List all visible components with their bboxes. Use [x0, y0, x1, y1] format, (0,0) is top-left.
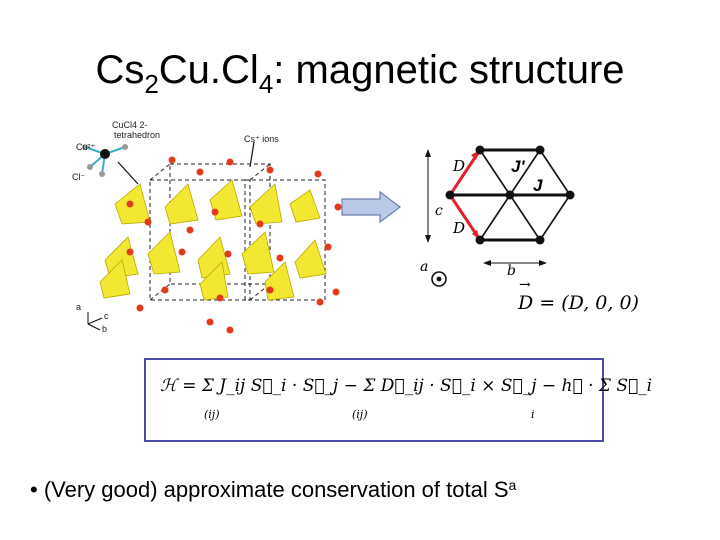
axis-a-label: a	[76, 302, 82, 312]
slide-title	[0, 46, 720, 99]
hamiltonian-equation: ℋ = Σ J_ij S⃗_i · S⃗_j − Σ D⃗_ij · S⃗_i × S⃗_j − h⃗ · Σ S⃗_i	[160, 376, 653, 396]
sum1-index: (ij)	[204, 408, 220, 421]
bullet-superscript: a	[508, 477, 517, 493]
bullet-point	[30, 472, 516, 503]
d-vector-definition	[518, 292, 639, 314]
c-axis-label: c	[435, 203, 443, 219]
sum2-index: (ij)	[352, 408, 368, 421]
bullet-text: • (Very good) approximate conservation of total S	[30, 477, 509, 502]
right-arrow-icon	[340, 190, 402, 224]
title-subscript-2: 4	[258, 69, 274, 99]
tetrahedron-label: CuCl4 2-	[112, 120, 148, 130]
d-vector-symbol: → D	[518, 292, 533, 314]
j-label: J	[533, 176, 543, 195]
title-subscript-1: 2	[144, 69, 159, 99]
axis-b-label: b	[102, 324, 108, 334]
crystal-structure-figure	[70, 112, 350, 342]
d-label-upper: D	[453, 157, 466, 175]
title-suffix: : magnetic structure	[273, 48, 625, 92]
cl-label: Cl⁻	[72, 172, 86, 182]
b-axis-label: b	[507, 263, 516, 279]
triangular-lattice-figure	[415, 135, 590, 295]
title-middle: Cu.Cl	[158, 48, 259, 92]
d-label-lower: D	[453, 219, 466, 237]
a-axis-label: a	[420, 259, 429, 275]
axis-c-label: c	[104, 311, 109, 321]
d-vector-value: = (D, 0, 0)	[533, 292, 639, 314]
cu-label: Cu²⁺	[76, 142, 96, 152]
crystal-structure-drawing	[70, 112, 350, 342]
hamiltonian-box	[144, 358, 653, 442]
tetrahedron-label-2: tetrahedron	[114, 130, 161, 140]
cs-ions-label: Cs⁺ ions	[244, 134, 279, 144]
j-prime-label: J'	[511, 157, 525, 176]
sum3-index: i	[531, 408, 535, 421]
title-prefix: Cs	[95, 48, 145, 92]
